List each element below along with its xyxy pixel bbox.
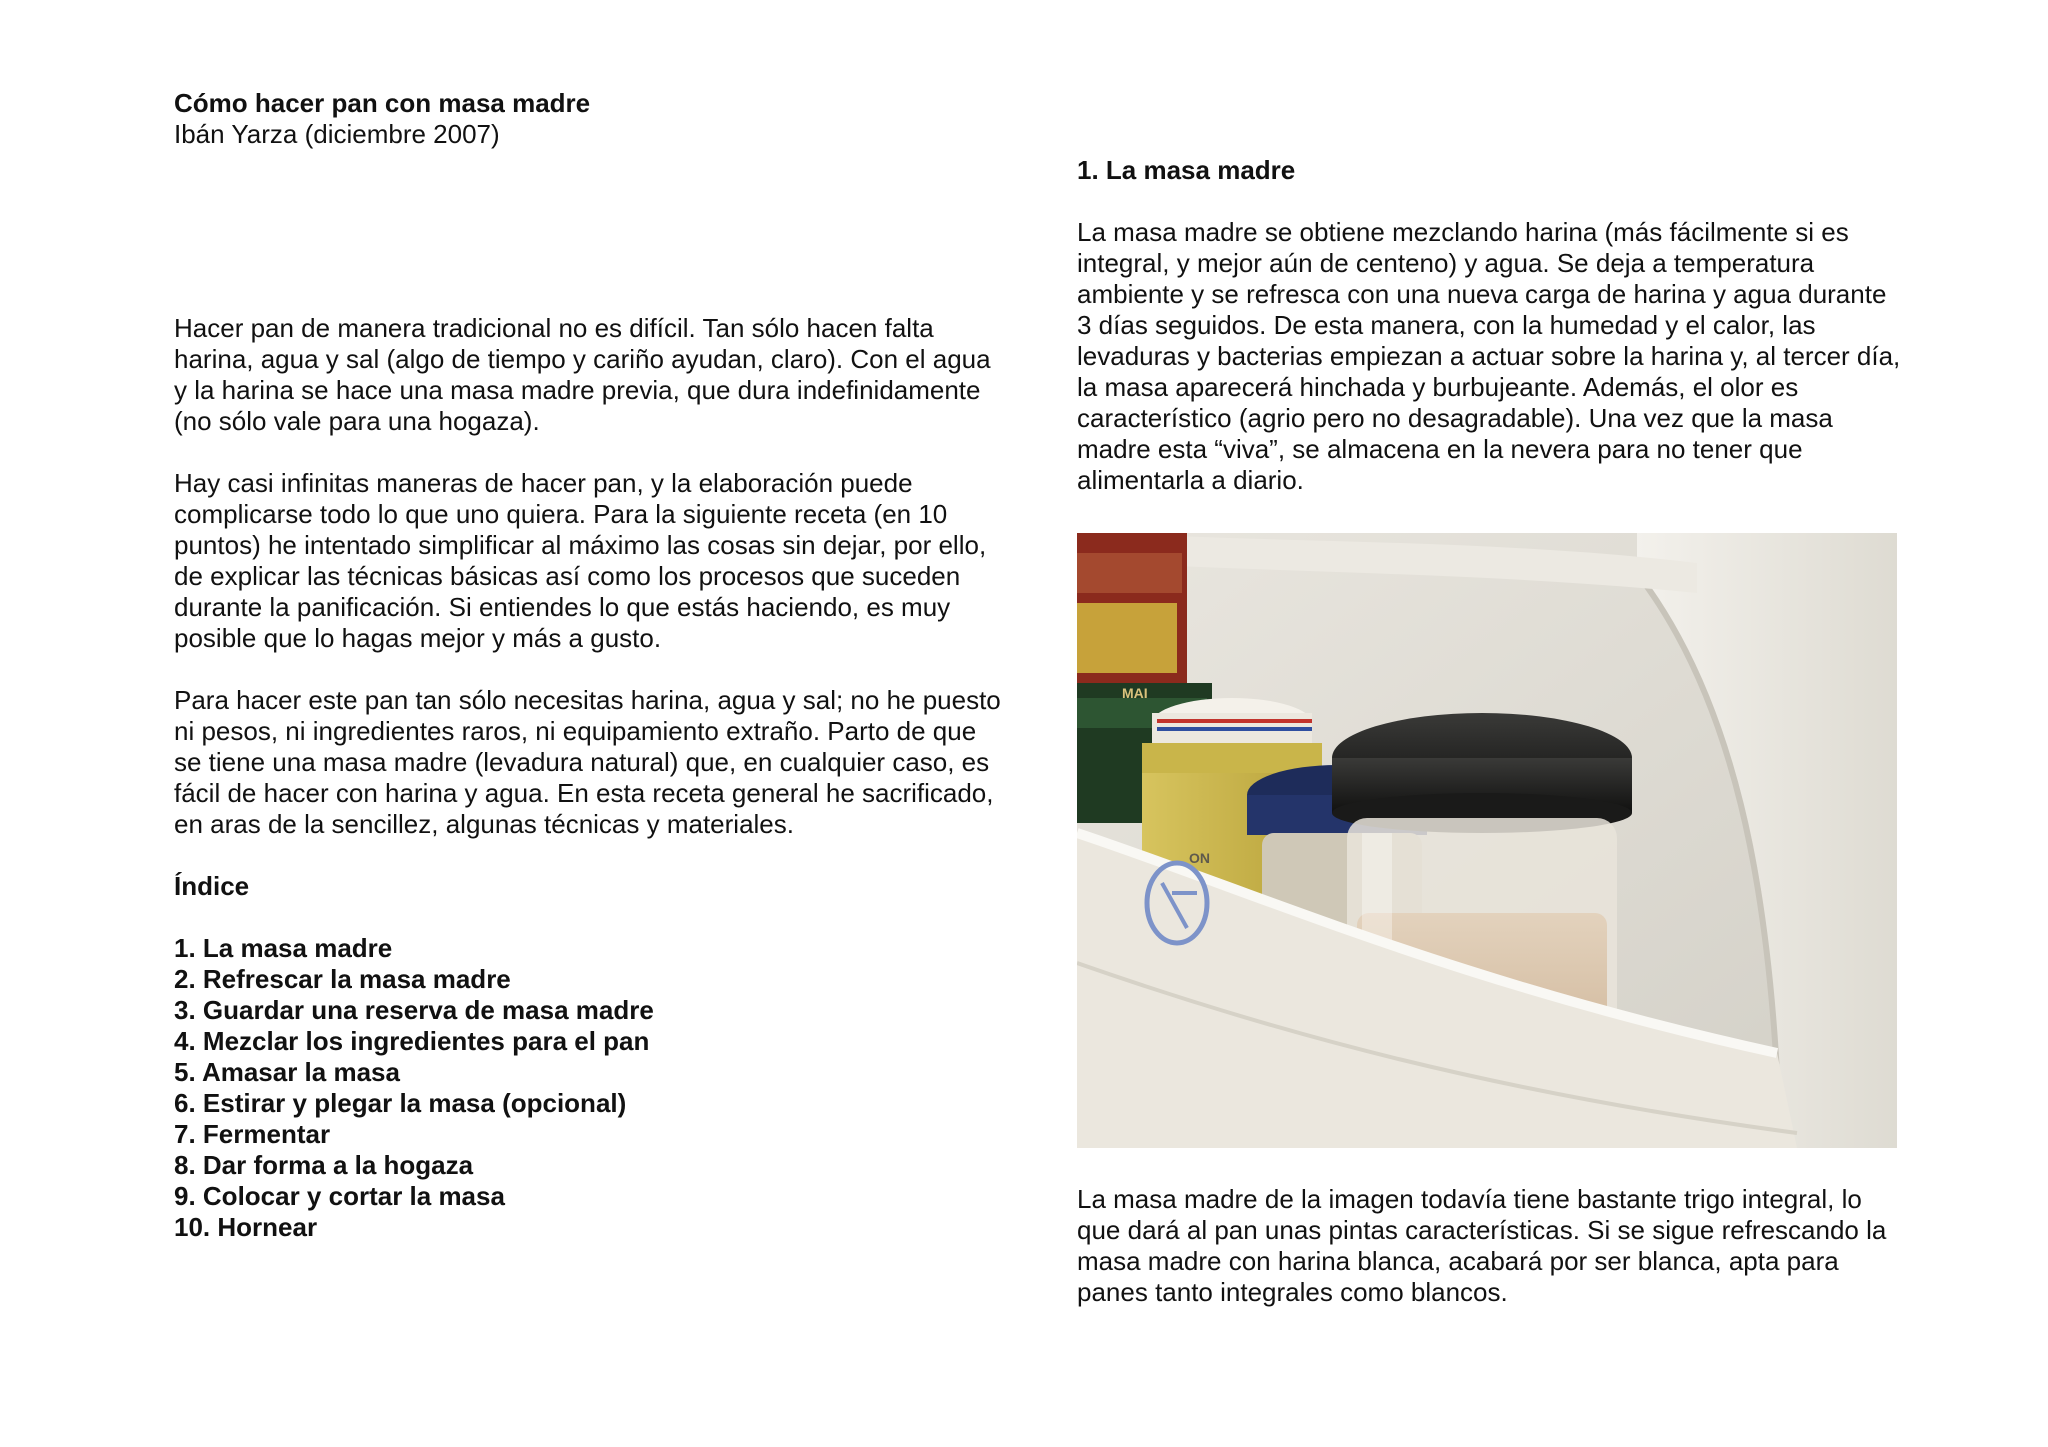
author-line: Ibán Yarza (diciembre 2007) bbox=[174, 119, 500, 149]
intro-paragraph-1: Hacer pan de manera tradicional no es difícil. Tan sólo hacen falta harina, agua y sal (algo de tiempo y cariño ayudan, claro). Con el agua y la harina se hace una masa madre previa, que dura indefinidamente (no sólo vale para una hogaza). bbox=[174, 313, 991, 436]
photo-caption: La masa madre de la imagen todavía tiene bastante trigo integral, lo que dará al pan unas pintas características. Si se sigue refrescando la masa madre con harina blanca, acabará por ser blanca, apta para panes tanto integrales como blancos. bbox=[1077, 1184, 1887, 1307]
index-list bbox=[174, 933, 1004, 1243]
index-item: 4. Mezclar los ingredientes para el pan bbox=[174, 1026, 650, 1056]
index-item: 5. Amasar la masa bbox=[174, 1057, 400, 1087]
index-item: 2. Refrescar la masa madre bbox=[174, 964, 511, 994]
intro-paragraph-3: Para hacer este pan tan sólo necesitas harina, agua y sal; no he puesto ni pesos, ni ingredientes raros, ni equipamiento extraño. Parto de que se tiene una masa madre (levadura natural) que, en cualquier caso, es fácil de hacer con harina y agua. En esta receta general he sacrificado, en aras de la sencillez, algunas técnicas y materiales. bbox=[174, 685, 1001, 839]
right-column bbox=[1077, 155, 1907, 496]
section-heading: 1. La masa madre bbox=[1077, 155, 1296, 185]
jar-label-text: MAI bbox=[1122, 685, 1148, 701]
index-item: 7. Fermentar bbox=[174, 1119, 331, 1149]
index-item: 6. Estirar y plegar la masa (opcional) bbox=[174, 1088, 627, 1118]
index-item: 3. Guardar una reserva de masa madre bbox=[174, 995, 654, 1025]
intro-paragraph-2: Hay casi infinitas maneras de hacer pan, y la elaboración puede complicarse todo lo que uno quiera. Para la siguiente receta (en 10 puntos) he intentado simplificar al máximo las cosas sin dejar, por ello, de explicar las técnicas básicas así como los procesos que suceden durante la panificación. Si entiendes lo que estás haciendo, es muy posible que lo hagas mejor y más a gusto. bbox=[174, 468, 987, 653]
index-heading: Índice bbox=[174, 871, 250, 901]
fridge-jars-illustration bbox=[1077, 533, 1897, 1148]
index-item: 8. Dar forma a la hogaza bbox=[174, 1150, 474, 1180]
section-body: La masa madre se obtiene mezclando harina (más fácilmente si es integral, y mejor aún de centeno) y agua. Se deja a temperatura ambiente y se refresca con una nueva carga de harina y agua durante 3 días seguidos. De esta manera, con la humedad y el calor, las levaduras y bacterias empiezan a actuar sobre la harina y, al tercer día, la masa aparecerá hinchada y burbujeante. Además, el olor es característico (agrio pero no desagradable). Una vez que la masa madre esta “viva”, se almacena en la nevera para no tener que alimentarla a diario. bbox=[1077, 217, 1901, 495]
document-title: Cómo hacer pan con masa madre bbox=[174, 88, 591, 118]
left-column bbox=[174, 88, 1004, 1243]
index-item: 10. Hornear bbox=[174, 1212, 318, 1242]
fridge-door-photo bbox=[1077, 533, 1897, 1148]
index-item: 9. Colocar y cortar la masa bbox=[174, 1181, 505, 1211]
index-item: 1. La masa madre bbox=[174, 933, 393, 963]
jar2-label-text: ON bbox=[1189, 850, 1210, 866]
